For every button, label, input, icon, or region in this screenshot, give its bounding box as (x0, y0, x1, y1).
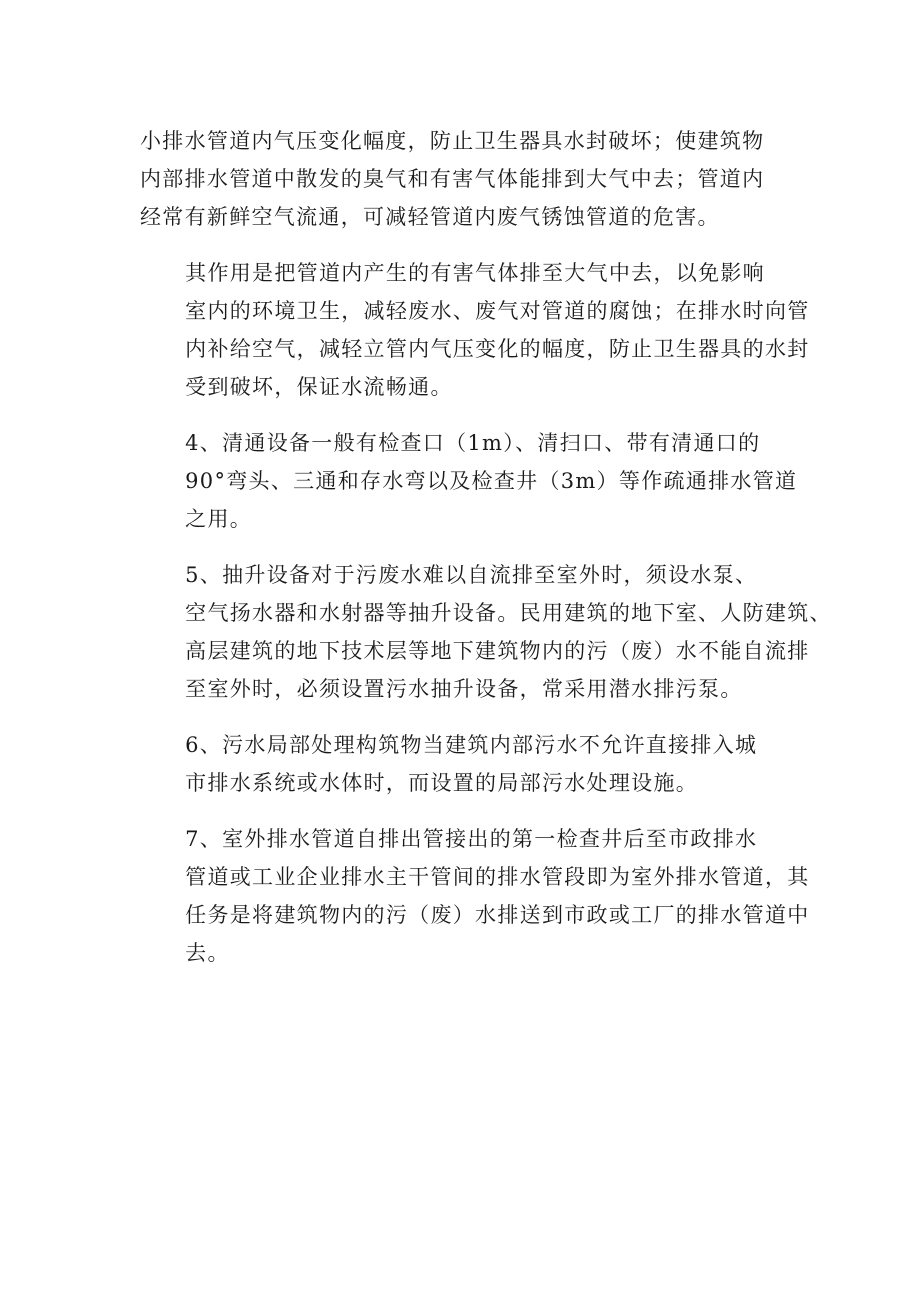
paragraph-vent-function (140, 254, 810, 406)
text-line: 去。 (185, 941, 230, 965)
text-line: 经常有新鲜空气流通，可减轻管道内废气锈蚀管道的危害。 (140, 205, 720, 229)
text-line: 5、抽升设备对于污废水难以自流排至室外时，须设水泵、 (185, 563, 758, 587)
text-line: 其作用是把管道内产生的有害气体排至大气中去，以免影响 (185, 261, 765, 285)
text-line: 空气扬水器和水射器等抽升设备。民用建筑的地下室、人防建筑、 (185, 601, 832, 625)
paragraph-item-7-outdoor (140, 820, 810, 972)
text-line: 至室外时，必须设置污水抽升设备，常采用潜水排污泵。 (185, 677, 743, 701)
text-line: 90°弯头、三通和存水弯以及检查井（3m）等作疏通排水管道 (185, 469, 798, 493)
paragraph-vent-continuation (140, 122, 784, 236)
text-line: 内部排水管道中散发的臭气和有害气体能排到大气中去；管道内 (140, 167, 765, 191)
text-line: 内补给空气，减轻立管内气压变化的幅度，防止卫生器具的水封 (185, 337, 810, 361)
paragraph-item-4-cleanout (140, 424, 798, 538)
paragraph-item-5-lifting (140, 556, 832, 708)
document-page (140, 122, 832, 990)
text-line: 小排水管道内气压变化幅度，防止卫生器具水封破坏；使建筑物 (140, 129, 765, 153)
text-line: 受到破坏，保证水流畅通。 (185, 375, 453, 399)
text-line: 之用。 (185, 507, 253, 531)
text-line: 任务是将建筑物内的污（废）水排送到市政或工厂的排水管道中 (185, 903, 810, 927)
text-line: 市排水系统或水体时，而设置的局部污水处理设施。 (185, 771, 699, 795)
paragraph-item-6-treatment (140, 726, 784, 802)
text-line: 管道或工业企业排水主干管间的排水管段即为室外排水管道，其 (185, 865, 810, 889)
text-line: 4、清通设备一般有检查口（1m）、清扫口、带有清通口的 (185, 431, 761, 455)
text-line: 7、室外排水管道自排出管接出的第一检查井后至市政排水 (185, 827, 758, 851)
text-line: 高层建筑的地下技术层等地下建筑物内的污（废）水不能自流排 (185, 639, 810, 663)
text-line: 室内的环境卫生，减轻废水、废气对管道的腐蚀；在排水时向管 (185, 299, 810, 323)
text-line: 6、污水局部处理构筑物当建筑内部污水不允许直接排入城 (185, 733, 758, 757)
